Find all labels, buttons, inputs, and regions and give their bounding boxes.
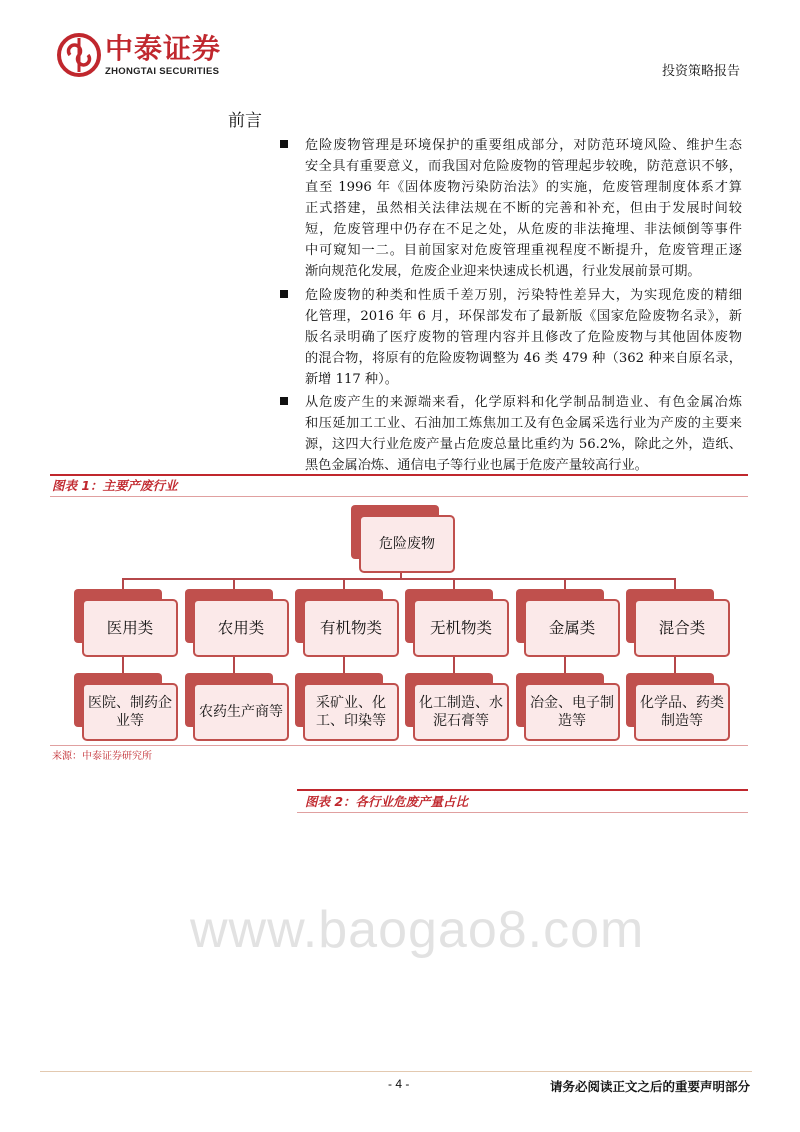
- paragraph-line: 源，这四大行业危废产量占危废总量比重约为 56.2%，除此之外，造纸、: [305, 437, 742, 452]
- logo-cn: 中泰证券: [105, 32, 222, 65]
- figure2-top-rule: [297, 789, 748, 791]
- box-label: 农用类: [193, 599, 289, 657]
- connector-line: [122, 655, 124, 675]
- paragraph-line: 危险废物管理是环境保护的重要组成部分，对防范环境风险、维护生态: [305, 138, 742, 153]
- connector-line: [564, 655, 566, 675]
- figure2-title: 图表 2：各行业危废产量占比: [305, 794, 469, 809]
- bullet-paragraph: [280, 392, 742, 476]
- paragraph-line: 中可窥知一二。目前国家对危废管理重视程度不断提升，危废管理正逐: [305, 243, 742, 258]
- box-label: 金属类: [524, 599, 620, 657]
- box-label: 采矿业、化工、印染等: [303, 683, 399, 741]
- connector-line: [453, 655, 455, 675]
- bullet-paragraph: [280, 285, 742, 390]
- paragraph-line: 正式搭建，虽然相关法律法规在不断的完善和补充，但由于发展时间较: [305, 201, 742, 216]
- box-label: 医院、制药企业等: [82, 683, 178, 741]
- box-label: 农药生产商等: [193, 683, 289, 741]
- figure1-title: 图表 1：主要产废行业: [52, 478, 178, 493]
- paragraph-line: 版名录明确了医疗废物的管理内容并且修改了危险废物与其他固体废物: [305, 330, 742, 345]
- figure1-title-rule: [50, 496, 748, 497]
- box-label: 冶金、电子制造等: [524, 683, 620, 741]
- connector-line: [343, 655, 345, 675]
- report-type: 投资策略报告: [661, 64, 740, 79]
- square-bullet-icon: [280, 140, 288, 148]
- paragraph-line: 短，危废管理中仍存在不足之处，从危废的非法掩埋、非法倾倒等事件: [305, 222, 742, 237]
- figure2-title-rule: [297, 812, 748, 813]
- logo-en: ZHONGTAI SECURITIES: [105, 66, 220, 77]
- figure1-source: 来源：中泰证券研究所: [52, 751, 152, 762]
- page-number: - 4 -: [388, 1077, 410, 1091]
- footer-divider: [40, 1071, 752, 1072]
- box-label: 化学品、药类制造等: [634, 683, 730, 741]
- box-label: 混合类: [634, 599, 730, 657]
- paragraph-line: 和压延加工工业、石油加工炼焦加工及有色金属采选行业为产废的主要来: [305, 416, 742, 431]
- square-bullet-icon: [280, 290, 288, 298]
- box-label: 危险废物: [359, 515, 455, 573]
- box-label: 医用类: [82, 599, 178, 657]
- paragraph-line: 从危废产生的来源端来看，化学原料和化学制品制造业、有色金属冶炼: [305, 395, 742, 410]
- paragraph-line: 的混合物，将原有的危险废物调整为 46 类 479 种（362 种来自原名录，: [305, 351, 742, 366]
- connector-line: [233, 655, 235, 675]
- paragraph-line: 直至 1996 年《固体废物污染防治法》的实施，危废管理制度体系才算: [305, 180, 742, 195]
- paragraph-line: 化管理，2016 年 6 月，环保部发布了最新版《国家危险废物名录》，新: [305, 309, 742, 324]
- watermark: www.baogao8.com: [190, 901, 645, 959]
- connector-line: [674, 655, 676, 675]
- box-label: 化工制造、水泥石膏等: [413, 683, 509, 741]
- figure1-bottom-rule: [50, 745, 748, 746]
- square-bullet-icon: [280, 397, 288, 405]
- bullet-paragraph: [280, 135, 742, 282]
- paragraph-line: 危险废物的种类和性质千差万别，污染特性差异大，为实现危废的精细: [305, 288, 742, 303]
- connector-line: [122, 578, 676, 580]
- section-heading: 前言: [228, 111, 262, 131]
- paragraph-line: 渐向规范化发展，危废企业迎来快速成长机遇，行业发展前景可期。: [305, 264, 701, 279]
- paragraph-line: 安全具有重要意义，而我国对危险废物的管理起步较晚，防范意识不够，: [305, 159, 742, 174]
- box-label: 无机物类: [413, 599, 509, 657]
- paragraph-line: 新增 117 种）。: [305, 372, 398, 387]
- figure1-top-rule: [50, 474, 748, 476]
- box-label: 有机物类: [303, 599, 399, 657]
- footer-disclaimer: 请务必阅读正文之后的重要声明部分: [549, 1079, 750, 1094]
- paragraph-line: 黑色金属冶炼、通信电子等行业也属于危废产量较高行业。: [305, 458, 648, 473]
- zhongtai-logo-icon: [56, 32, 102, 78]
